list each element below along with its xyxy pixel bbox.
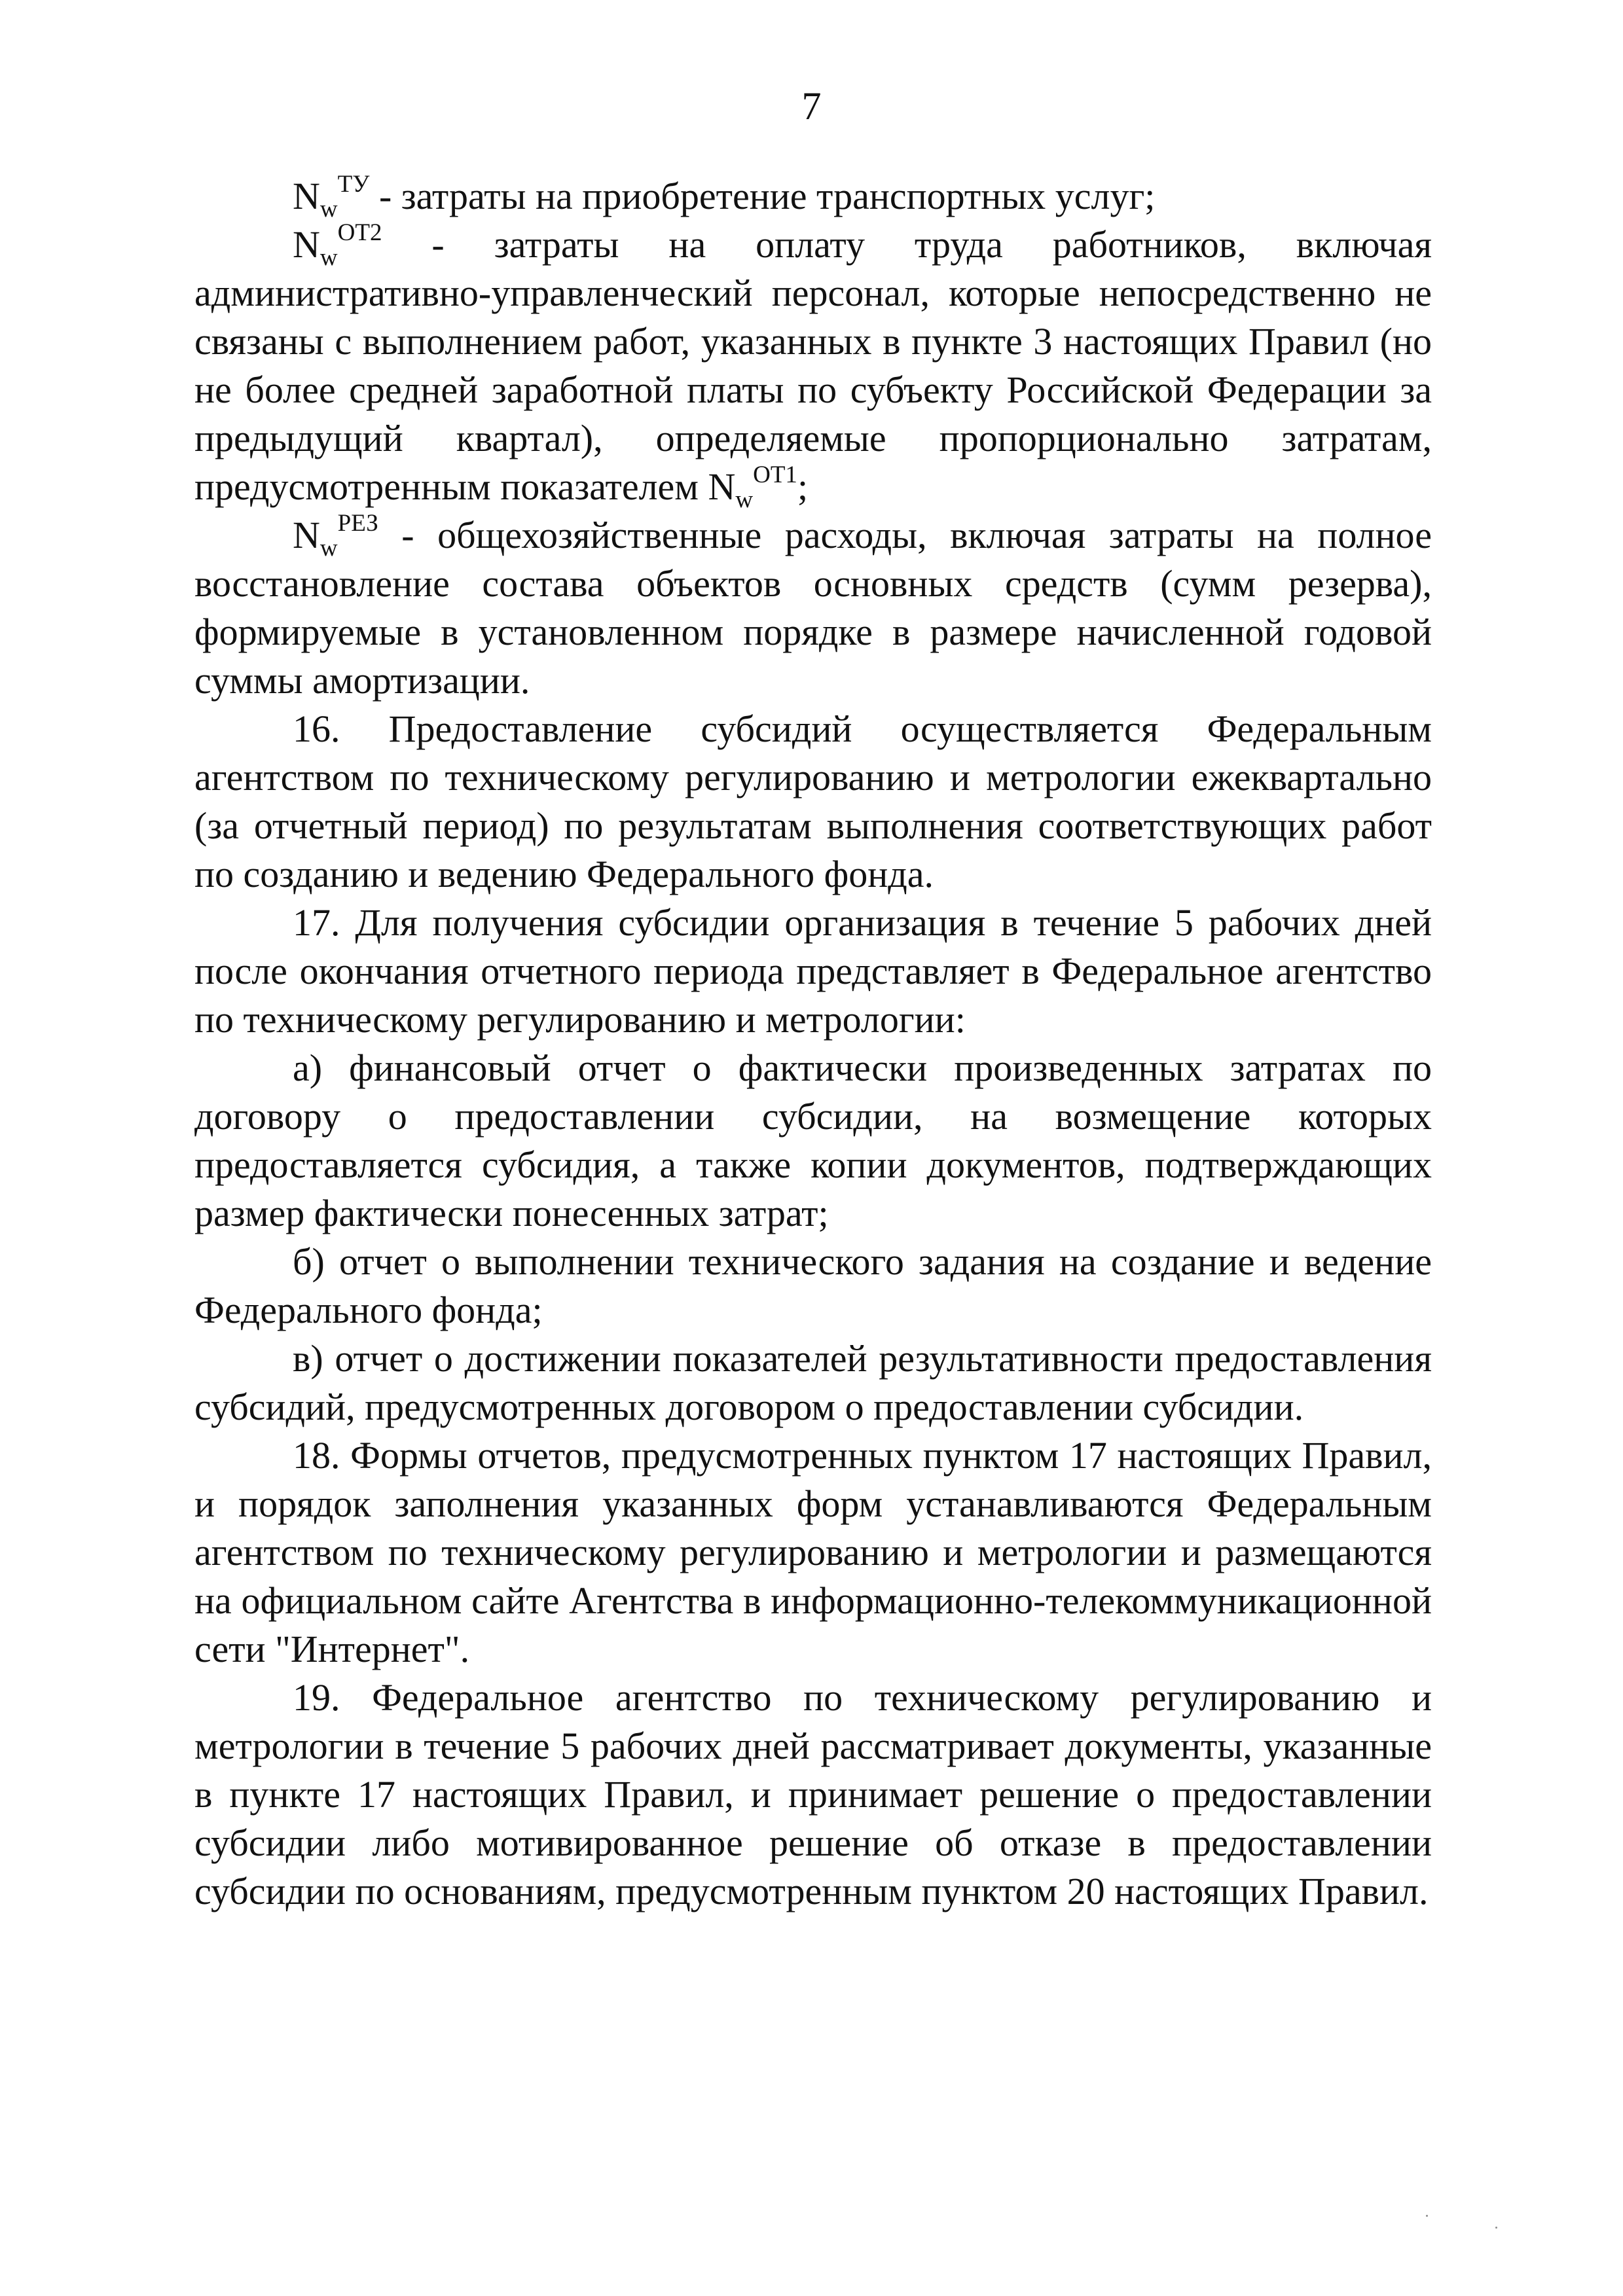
variable-base: N <box>293 223 320 266</box>
variable-subscript: w <box>319 196 338 223</box>
variable-description: - общехозяйственные расходы, включая затраты на полное восстановление состава объектов основных средств (сумм резерва), формируемые в установленном порядке в размере начисленной годовой суммы амортизации. <box>194 514 1432 702</box>
variable-superscript: РЕЗ <box>337 510 378 537</box>
paragraph-17-c: в) отчет о достижении показателей результативности предоставления субсидий, предусмотренных договором о предоставлении субсидии. <box>194 1337 1432 1428</box>
reference-subscript: w <box>735 486 754 513</box>
variable-subscript: w <box>319 535 338 562</box>
scan-dot <box>1495 2227 1497 2229</box>
variable-definition-transport <box>194 172 1432 221</box>
variable-base: N <box>293 514 320 556</box>
paragraph-17: 17. Для получения субсидии организация в течение 5 рабочих дней после окончания отчетного периода представляет в Федеральное агентство по техническому регулированию и метрологии: <box>194 901 1432 1041</box>
paragraph-17-b: б) отчет о выполнении технического задания на создание и ведение Федерального фонда; <box>194 1240 1432 1331</box>
variable-definition-reserve <box>194 511 1432 705</box>
variable-superscript: ОТ2 <box>337 219 382 246</box>
document-body <box>194 172 1432 1916</box>
variable-description: - затраты на приобретение транспортных услуг; <box>369 175 1156 217</box>
paragraph-19: 19. Федеральное агентство по техническому регулированию и метрологии в течение 5 рабочих дней рассматривает документы, указанные в пункте 17 настоящих Правил, и принимает решение о предоставлении субсидии либо мотивированное решение об отказе в предоставлении субсидии по основаниям, предусмотренным пунктом 20 настоящих Правил. <box>194 1676 1432 1912</box>
page-number: 7 <box>801 84 822 128</box>
paragraph-18: 18. Формы отчетов, предусмотренных пунктом 17 настоящих Правил, и порядок заполнения указанных форм устанавливаются Федеральным агентством по техническому регулированию и метрологии и размещаются на официальном сайте Агентства в информационно-телекоммуникационной сети "Интернет". <box>194 1434 1432 1670</box>
variable-description: - затраты на оплату труда работников, включая административно-управленческий персонал, которые непосредственно не связаны с выполнением работ, указанных в пункте 3 настоящих Правил (но не более средней заработной платы по субъекту Российской Федерации за предыдущий квартал), определяемые пропорционально затратам, предусмотренным показателем <box>194 223 1432 508</box>
reference-symbol <box>708 461 797 513</box>
variable-definition-labor <box>194 221 1432 511</box>
variable-symbol <box>293 510 378 562</box>
variable-superscript: ТУ <box>337 171 370 198</box>
scan-dot <box>1426 2215 1428 2217</box>
paragraph-16: 16. Предоставление субсидий осуществляется Федеральным агентством по техническому регулированию и метрологии ежеквартально (за отчетный период) по результатам выполнения соответствующих работ по созданию и ведению Федерального фонда. <box>194 708 1432 895</box>
paragraph-17-a: а) финансовый отчет о фактически произведенных затратах по договору о предоставлении субсидии, на возмещение которых предоставляется субсидия, а также копии документов, подтверждающих размер фактически понесенных затрат; <box>194 1047 1432 1234</box>
variable-symbol <box>293 171 370 223</box>
variable-base: N <box>293 175 320 217</box>
variable-symbol <box>293 219 382 271</box>
reference-base: N <box>708 465 736 508</box>
reference-superscript: ОТ1 <box>753 461 797 488</box>
variable-subscript: w <box>319 244 338 271</box>
variable-tail: ; <box>797 465 809 508</box>
